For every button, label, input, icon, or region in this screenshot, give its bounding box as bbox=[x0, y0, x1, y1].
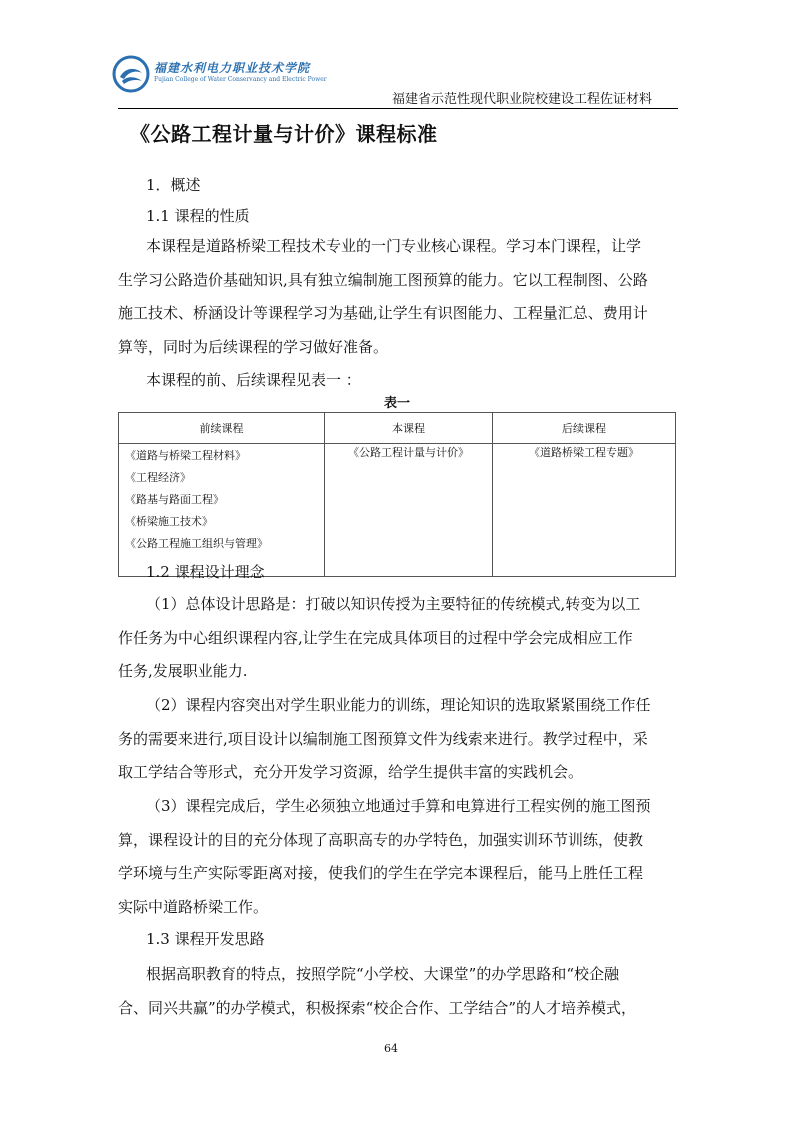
paragraph-line: （1）总体设计思路是：打破以知识传授为主要特征的传统模式,转变为以工 bbox=[146, 595, 641, 613]
paragraph-line: （3）课程完成后，学生必须独立地通过手算和电算进行工程实例的施工图预 bbox=[146, 797, 651, 815]
paragraph-line: 生学习公路造价基础知识,具有独立编制施工图预算的能力。它以工程制图、公路 bbox=[118, 271, 648, 289]
section-heading-development-approach: 1.3 课程开发思路 bbox=[146, 930, 265, 948]
column-header: 本课程 bbox=[325, 413, 493, 444]
paragraph-line: 施工技术、桥涵设计等课程学习为基础,让学生有识图能力、工程量汇总、费用计 bbox=[118, 304, 648, 322]
this-course-cell: 《公路工程计量与计价》 bbox=[325, 444, 493, 577]
section-heading-course-nature: 1.1 课程的性质 bbox=[146, 207, 250, 225]
list-item: 《桥梁施工技术》 bbox=[125, 515, 213, 528]
course-sequence-table bbox=[118, 412, 676, 577]
paragraph-line: 合、同兴共赢”的办学模式，积极探索“校企合作、工学结合”的人才培养模式， bbox=[118, 999, 637, 1017]
paragraph-line: （2）课程内容突出对学生职业能力的训练，理论知识的选取紧紧围绕工作任 bbox=[146, 696, 651, 714]
list-item: 《路基与路面工程》 bbox=[125, 493, 224, 506]
list-item: 《工程经济》 bbox=[125, 471, 191, 484]
section-heading-design-concept: 1.2 课程设计理念 bbox=[146, 563, 265, 581]
table-header-row bbox=[119, 413, 676, 444]
logo-text: 福建水利电力职业技术学院 bbox=[154, 61, 311, 75]
paragraph-line: 作任务为中心组织课程内容,让学生在完成具体项目的过程中学会完成相应工作 bbox=[118, 629, 633, 647]
table-row bbox=[119, 444, 676, 577]
paragraph-line: 算，课程设计的目的充分体现了高职高专的办学特色，加强实训环节训练，使教 bbox=[118, 831, 644, 849]
section-heading-overview: 1．概述 bbox=[146, 176, 201, 194]
paragraph-line: 算等，同时为后续课程的学习做好准备。 bbox=[118, 338, 389, 356]
paragraph-line: 学环境与生产实际零距离对接，使我们的学生在学完本课程后，能马上胜任工程 bbox=[118, 864, 644, 882]
column-header: 后续课程 bbox=[493, 413, 676, 444]
page-number: 64 bbox=[384, 1042, 398, 1055]
running-header: 福建省示范性现代职业院校建设工程佐证材料 bbox=[392, 92, 653, 107]
next-course-cell: 《道路桥梁工程专题》 bbox=[493, 444, 676, 577]
header-rule bbox=[118, 108, 678, 109]
paragraph-line: 本课程的前、后续课程见表一 ： bbox=[146, 371, 361, 389]
paragraph-line: 任务,发展职业能力. bbox=[118, 662, 248, 680]
column-header: 前续课程 bbox=[119, 413, 325, 444]
paragraph-line: 本课程是道路桥梁工程技术专业的一门专业核心课程。学习本门课程，让学 bbox=[146, 237, 642, 255]
paragraph-line: 取工学结合等形式，充分开发学习资源，给学生提供丰富的实践机会。 bbox=[118, 763, 584, 781]
list-item: 《公路工程施工组织与管理》 bbox=[125, 537, 268, 550]
paragraph-line: 根据高职教育的特点，按照学院“小学校、大课堂”的办学思路和“校企融 bbox=[146, 965, 620, 983]
list-item: 《道路与桥梁工程材料》 bbox=[125, 449, 246, 462]
paragraph-line: 实际中道路桥梁工作。 bbox=[118, 898, 269, 916]
prev-courses-cell bbox=[119, 444, 325, 577]
document-title: 《公路工程计量与计价》课程标准 bbox=[130, 122, 438, 146]
table-caption: 表一 bbox=[384, 396, 411, 411]
logo-subtext: Fujian College of Water Conservancy and Electric Power bbox=[154, 76, 327, 83]
college-logo bbox=[112, 55, 327, 95]
college-emblem-icon bbox=[112, 55, 150, 93]
paragraph-line: 务的需要来进行,项目设计以编制施工图预算文件为线索来进行。教学过程中，采 bbox=[118, 730, 648, 748]
